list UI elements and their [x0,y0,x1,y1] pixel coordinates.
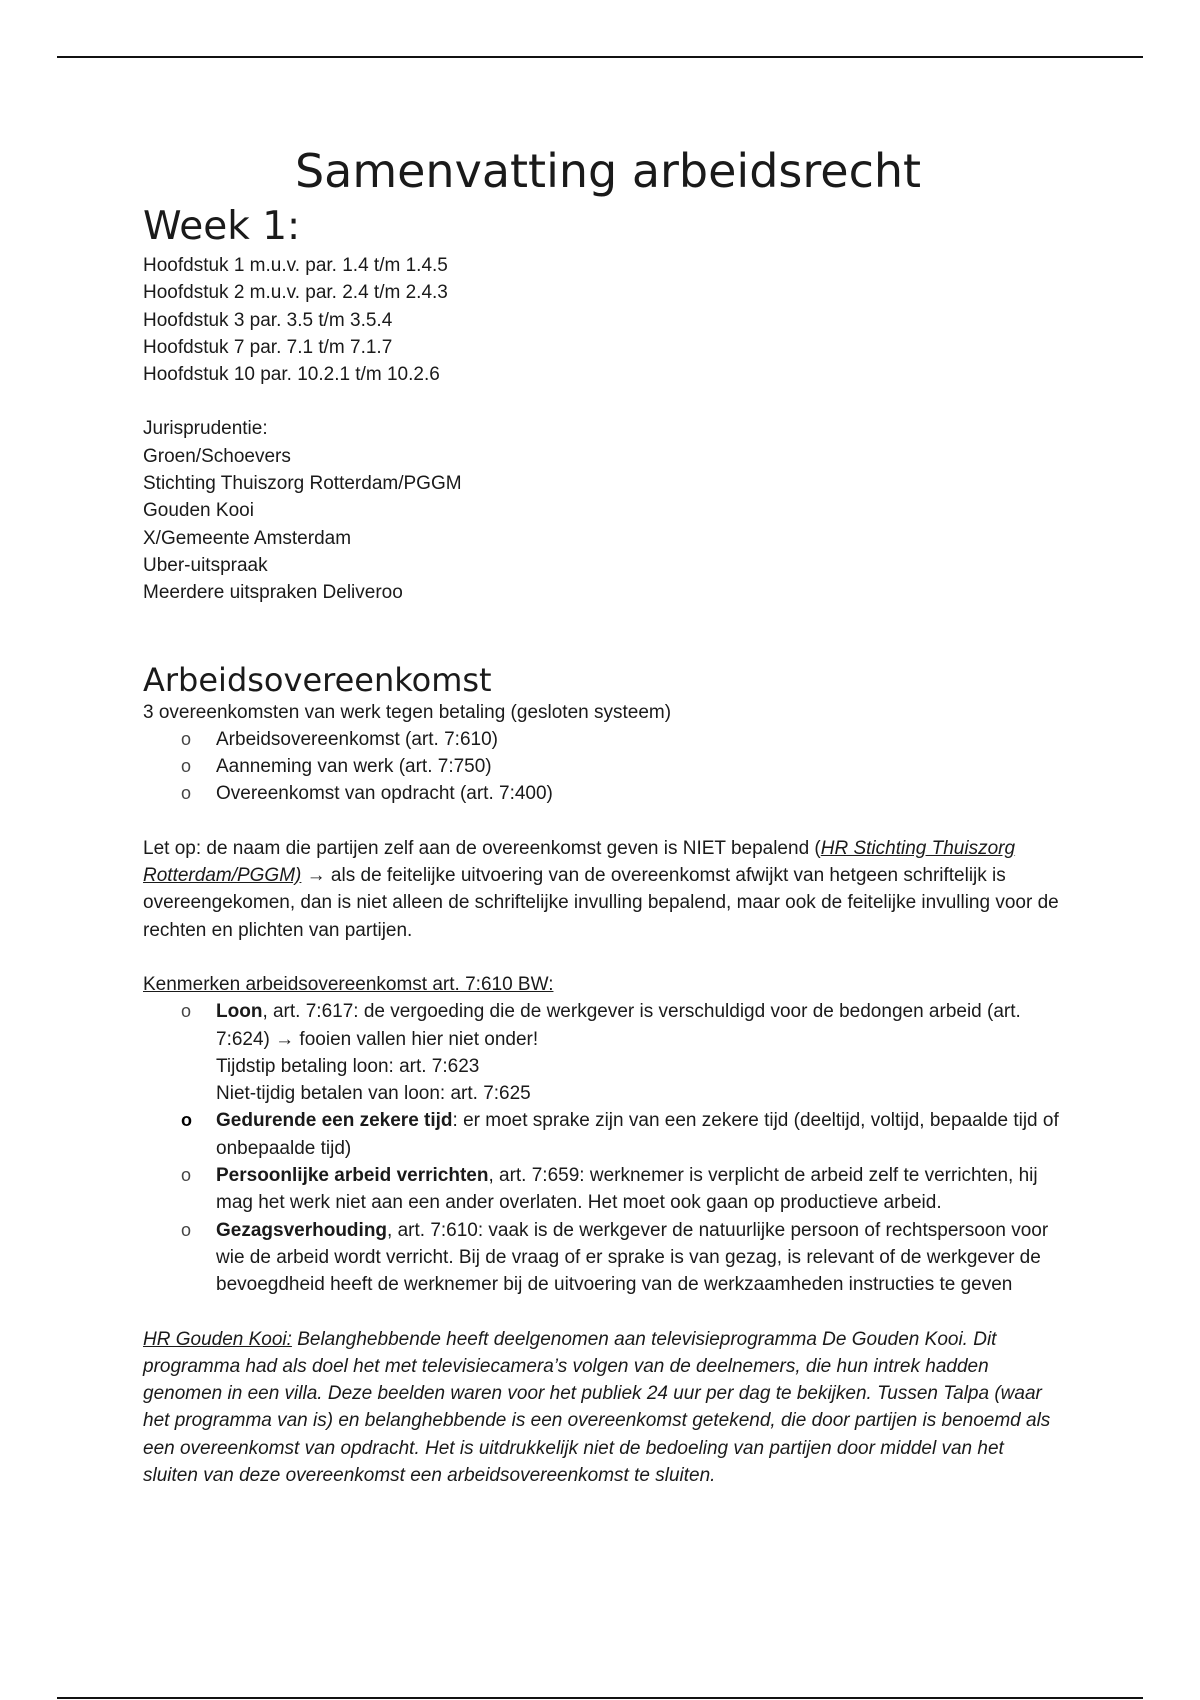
bullet-icon: o [181,756,192,777]
jurisprudence-item: X/Gemeente Amsterdam [143,527,352,549]
document-page [143,140,1063,1489]
jurisprudence-item: Uber-uitspraak [143,554,268,576]
bullet-icon: o [181,1110,192,1131]
jurisprudence-item: Groen/Schoevers [143,445,291,467]
features-heading: Kenmerken arbeidsovereenkomst art. 7:610 BW: [143,973,554,995]
chapter-item: Hoofdstuk 10 par. 10.2.1 t/m 10.2.6 [143,364,440,386]
jurisprudence-item: Stichting Thuiszorg Rotterdam/PGGM [143,473,462,495]
week-heading: Week 1: [143,204,301,249]
note-paragraph: Let op: de naam die partijen zelf aan de overeenkomst geven is NIET bepalend (HR Stichting Thuiszorg Rotterdam/PGGM) → als de feitelijke uitvoering van de overeenkomst afwijkt van hetgeen schriftelijk is overeengekomen, dan is niet alleen de schriftelijke invulling bepalend, maar ook de feitelijke invulling voor de rechten en plichten van partijen. [143,837,1059,941]
case-reference: HR Stichting Thuiszorg Rotterdam/PGGM) [143,837,1016,887]
chapter-item: Hoofdstuk 3 par. 3.5 t/m 3.5.4 [143,309,393,331]
list-item: o Gezagsverhouding, art. 7:610: vaak is de werkgever de natuurlijke persoon of rechtspersoon voor wie de arbeid wordt verricht. Bij de vraag of er sprake is van gezag, is relevant of de werkgever de bevoegdheid heeft de werknemer bij de uitvoering van de werkzaamheden instructies te geven [143,1217,1063,1299]
bottom-rule [57,1697,1143,1699]
chapter-item: Hoofdstuk 1 m.u.v. par. 1.4 t/m 1.4.5 [143,255,448,276]
section-intro: 3 overeenkomsten van werk tegen betaling (gesloten systeem) [143,701,672,723]
bullet-icon: o [181,728,192,749]
list-item: o Persoonlijke arbeid verrichten, art. 7:659: werknemer is verplicht de arbeid zelf te verrichten, hij mag het werk niet aan een ander overlaten. Het moet ook gaan op productieve arbeid. [143,1162,1063,1217]
list-item: o Gedurende een zekere tijd: er moet sprake zijn van een zekere tijd (deeltijd, voltijd, bepaalde tijd of onbepaalde tijd) [143,1107,1063,1162]
jurisprudence-item: Meerdere uitspraken Deliveroo [143,582,403,604]
case-note-label: HR Gouden Kooi: [143,1328,292,1350]
list-item: o Arbeidsovereenkomst (art. 7:610) [143,726,1063,753]
jurisprudence-list [143,443,1063,607]
bullet-icon: o [181,1001,192,1022]
chapter-list [143,252,1063,388]
chapter-item: Hoofdstuk 7 par. 7.1 t/m 7.1.7 [143,336,393,358]
bullet-icon: o [181,1165,192,1186]
case-note-paragraph: HR Gouden Kooi: Belanghebbende heeft deelgenomen aan televisieprogramma De Gouden Kooi. Dit programma had als doel het met televisiecamera’s volgen van de deelnemers, die hun intrek hadden genomen in een villa. Deze beelden waren voor het publiek 24 uur per dag te bekijken. Tussen Talpa (waar het programma van is) en belanghebbende is een overeenkomst getekend, die door partijen is benoemd als een overeenkomst van opdracht. Het is uitdrukkelijk niet de bedoeling van partijen door middel van het sluiten van deze overeenkomst een arbeidsovereenkomst te sluiten. [143,1328,1051,1486]
agreement-list [143,726,1063,808]
bullet-icon: o [181,1219,192,1240]
chapter-item: Hoofdstuk 2 m.u.v. par. 2.4 t/m 2.4.3 [143,282,448,304]
list-item: o Aanneming van werk (art. 7:750) [143,753,1063,780]
top-rule [57,56,1143,58]
bullet-icon: o [181,783,192,804]
list-item: o Loon, art. 7:617: de vergoeding die de werkgever is verschuldigd voor de bedongen arbeid (art. 7:624) → fooien vallen hier niet onder! Tijdstip betaling loon: art. 7:623 Niet-tijdig betalen van loon: art. 7:625 [143,998,1063,1107]
features-list [143,998,1063,1298]
jurisprudence-item: Gouden Kooi [143,500,254,522]
arrow-right-icon: → [306,865,326,887]
document-title: Samenvatting arbeidsrecht [294,144,922,198]
arrow-right-icon: → [275,1028,295,1050]
section-heading: Arbeidsovereenkomst [143,660,492,699]
jurisprudence-label: Jurisprudentie: [143,418,268,440]
list-item: o Overeenkomst van opdracht (art. 7:400) [143,780,1063,807]
